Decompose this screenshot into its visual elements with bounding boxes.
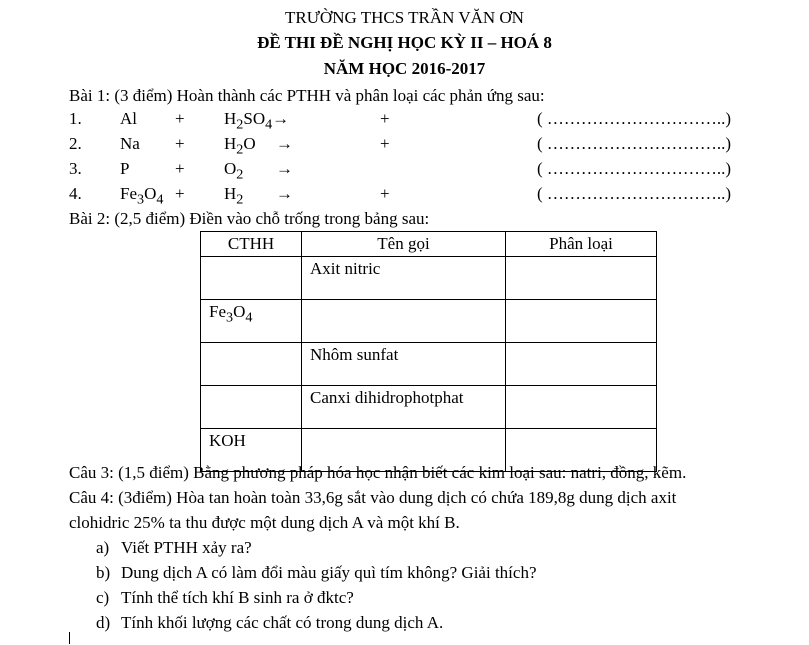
table-header-row [201, 232, 657, 257]
cell-phan-loai [506, 300, 657, 343]
row-number: 1. [69, 109, 82, 128]
bai1-heading: Bài 1: (3 điểm) Hoàn thành các PTHH và phân loại các phản ứng sau: [69, 86, 545, 105]
school-name: TRƯỜNG THCS TRẦN VĂN ƠN [285, 8, 524, 27]
plus-sign: + [175, 109, 185, 128]
reactant-2: $O_2$ [224, 159, 244, 183]
cell-cthh [201, 343, 302, 386]
cau4-line-1: Câu 4: (3điểm) Hòa tan hoàn toàn 33,6g sắt vào dung dịch có chứa 189,8g dung dịch axit [69, 488, 677, 507]
reactant-1: $Fe_3O_4$ [120, 184, 164, 208]
plus-sign: + [175, 134, 185, 153]
cell-ten-goi: Nhôm sunfat [302, 343, 506, 386]
arrow-icon: → [276, 159, 293, 178]
row-number: 3. [69, 159, 82, 178]
column-header-cthh: CTHH [201, 232, 302, 257]
item-label: d) [96, 613, 111, 632]
cell-phan-loai [506, 386, 657, 429]
bai2-heading: Bài 2: (2,5 điểm) Điền vào chỗ trống trong bảng sau: [69, 209, 430, 228]
cell-cthh [201, 386, 302, 429]
classification-blank: ( …………………………..) [537, 109, 732, 128]
reactant-2: $H_2$ [224, 184, 244, 208]
classification-blank: ( …………………………..) [537, 159, 732, 178]
cell-phan-loai [506, 343, 657, 386]
cell-ten-goi: Axit nitric [302, 257, 506, 300]
plus-sign: + [175, 184, 185, 203]
item-text: Tính thể tích khí B sinh ra ở đktc? [121, 588, 354, 607]
cell-cthh [201, 257, 302, 300]
exam-title: ĐỀ THI ĐỀ NGHỊ HỌC KỲ II – HOÁ 8 [257, 33, 552, 52]
plus-sign: + [380, 109, 390, 128]
table-row [201, 343, 657, 386]
reactant-1: P [120, 159, 130, 178]
reactant-1: Na [120, 134, 140, 153]
table-row [201, 257, 657, 300]
cau3-text: Câu 3: (1,5 điểm) Bằng phương pháp hóa học nhận biết các kim loại sau: natri, đồng, kẽm. [69, 463, 687, 482]
cell-cthh: $Fe_3O_4$ [201, 300, 302, 343]
arrow-icon: → [276, 134, 293, 153]
school-year: NĂM HỌC 2016-2017 [323, 59, 486, 78]
item-text: Dung dịch A có làm đổi màu giấy quì tím không? Giải thích? [121, 563, 537, 582]
plus-sign: + [380, 134, 390, 153]
plus-sign: + [175, 159, 185, 178]
text-cursor [69, 632, 70, 644]
arrow-icon: → [276, 184, 293, 203]
plus-sign: + [380, 184, 390, 203]
cau4-line-2: clohidric 25% ta thu được một dung dịch A và một khí B. [69, 513, 460, 532]
row-number: 4. [69, 184, 82, 203]
reactant-1: Al [120, 109, 137, 128]
table-row [201, 300, 657, 343]
classification-blank: ( …………………………..) [537, 134, 732, 153]
reactant-2: $H_2O$ [224, 134, 256, 158]
arrow-icon: → [272, 109, 290, 128]
item-text: Tính khối lượng các chất có trong dung dịch A. [121, 613, 444, 632]
classification-blank: ( …………………………..) [537, 184, 732, 203]
item-label: b) [96, 563, 111, 582]
row-number: 2. [69, 134, 82, 153]
column-header-ten-goi: Tên gọi [302, 232, 506, 257]
table-row [201, 386, 657, 429]
item-label: a) [96, 538, 110, 557]
cell-cthh: KOH [201, 429, 302, 472]
column-header-phan-loai: Phân loại [506, 232, 657, 257]
item-label: c) [96, 588, 110, 607]
cell-phan-loai [506, 257, 657, 300]
cell-ten-goi: Canxi dihidrophotphat [302, 386, 506, 429]
reactant-2: $H_2SO_4\to$ [224, 109, 290, 133]
bai2-table [200, 231, 657, 472]
item-text: Viết PTHH xảy ra? [121, 538, 252, 557]
cell-ten-goi [302, 300, 506, 343]
